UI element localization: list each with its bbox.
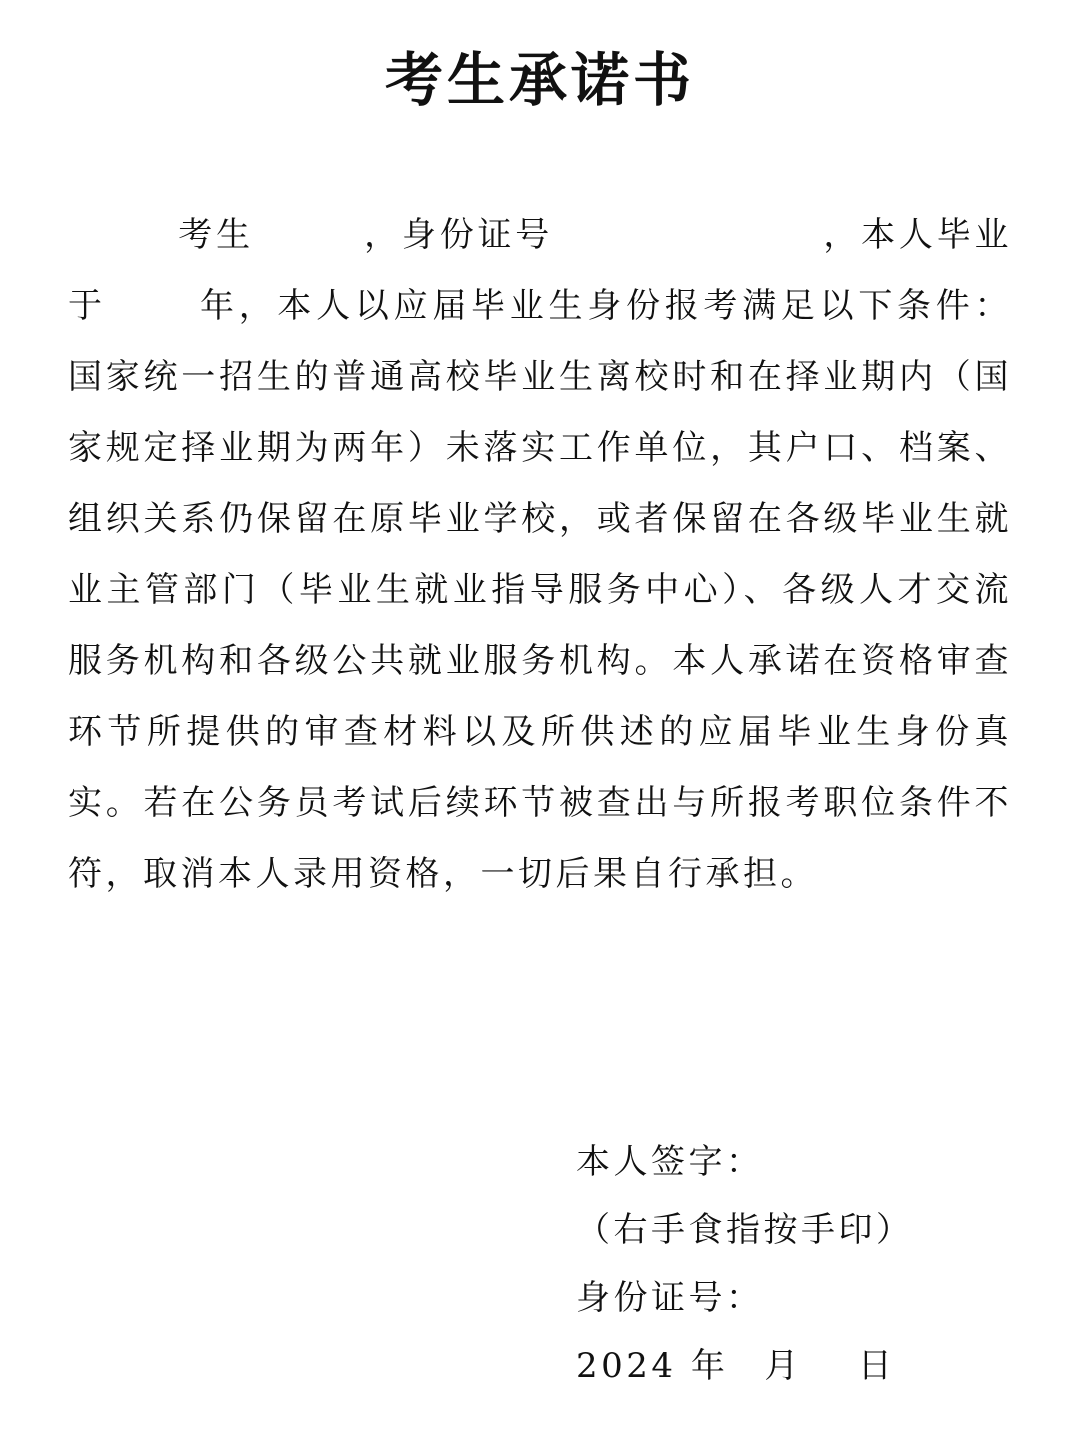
- date-line: [576, 1332, 1056, 1400]
- page-title: 考生承诺书: [384, 46, 695, 114]
- pledge-paragraph: [68, 200, 1012, 910]
- candidate-label: 考生: [178, 215, 254, 255]
- fingerprint-note: （右手食指按手印）: [576, 1210, 914, 1250]
- graduation-year-prefix: 于: [68, 286, 107, 326]
- signature-id-label: 身份证号：: [576, 1278, 764, 1318]
- id-number-label: ，身份证号: [363, 215, 554, 255]
- graduated-label: ，本人毕业: [823, 215, 1013, 255]
- signature-label: 本人签字：: [576, 1142, 764, 1182]
- date-year-unit: 年: [690, 1346, 729, 1386]
- date-year: 2024: [576, 1346, 677, 1386]
- pledge-body-text: 年，本人以应届毕业生身份报考满足以下条件：国家统一招生的普通高校毕业生离校时和在择业期内（国家规定择业期为两年）未落实工作单位，其户口、档案、组织关系仍保留在原毕业学校，或者保留在各级毕业生就业主管部门（毕业生就业指导服务中心）、各级人才交流服务机构和各级公共就业服务机构。本人承诺在资格审查环节所提供的审查材料以及所供述的应届毕业生身份真实。若在公务员考试后续环节被查出与所报考职位条件不符，取消本人录用资格，一切后果自行承担。: [68, 286, 1013, 894]
- date-month-unit: 月: [764, 1346, 802, 1386]
- signature-line: [576, 1128, 1056, 1196]
- signature-block: [576, 1128, 1056, 1400]
- date-day-unit: 日: [857, 1346, 896, 1386]
- fingerprint-line: [576, 1196, 1056, 1264]
- signature-id-line: [576, 1264, 1056, 1332]
